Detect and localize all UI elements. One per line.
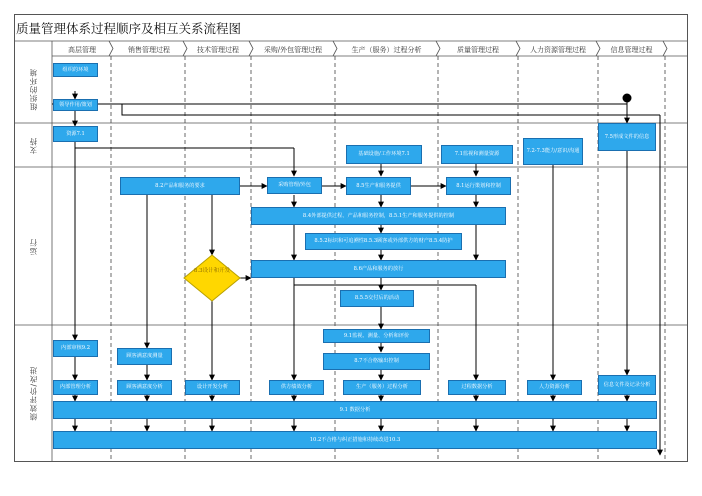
col-header-technical: 技术管理过程 xyxy=(197,46,239,54)
box-nonconforming-output: 8.7不合格输出控制 xyxy=(323,353,430,370)
box-resources: 资源7.1 xyxy=(53,126,98,142)
box-purchasing: 采购管理/外包 xyxy=(267,177,322,194)
row-header-operation xyxy=(16,167,50,325)
design-decision-diamond xyxy=(184,255,240,301)
box-improvement: 10.2不合格与纠正措施和持续改进10.3 xyxy=(53,431,657,449)
row-header-context xyxy=(16,56,50,123)
box-supplier-analysis: 供方绩效分析 xyxy=(269,380,324,395)
col-header-top-management: 高层管理 xyxy=(68,46,96,54)
row-header-support-label: 支持 xyxy=(28,136,38,154)
box-management-review: 内部管理分析 xyxy=(53,380,98,395)
box-hr-competence: 7.2-7.3能力/意识/沟通 xyxy=(523,138,583,165)
box-hr-analysis: 人力资源分析 xyxy=(527,380,582,395)
box-customer-satisfaction: 顾客满意度测量 xyxy=(117,348,172,365)
box-process-data-analysis: 过程数据分析 xyxy=(448,380,506,395)
box-documented-info: 7.5形成文件的信息 xyxy=(598,123,656,151)
row-header-operation-label: 运行 xyxy=(28,237,38,255)
box-requirements: 8.2产品和服务的要求 xyxy=(120,177,240,195)
box-internal-audit: 内部审核9.2 xyxy=(53,340,98,357)
box-leadership: 领导作用/策划 xyxy=(53,99,98,111)
row-header-support xyxy=(16,123,50,167)
col-header-sales: 销售管理过程 xyxy=(128,46,170,54)
chart-title: 质量管理体系过程顺序及相互关系流程图 xyxy=(16,21,242,36)
box-operation-planning: 8.1运行策划和控制 xyxy=(446,177,511,195)
row-header-context-label: 组织的环境 xyxy=(28,68,38,111)
box-monitoring-analysis: 9.1监视、测量、分析和评价 xyxy=(323,329,430,343)
box-design-analysis: 设计开发分析 xyxy=(185,380,240,395)
box-satisfaction-analysis: 顾客满意度分析 xyxy=(117,380,172,395)
box-production-analysis: 生产（服务）过程分析 xyxy=(343,380,421,395)
box-production-service: 8.5生产和服务提供 xyxy=(346,177,411,195)
col-header-purchasing: 采购/外包管理过程 xyxy=(263,46,323,54)
col-header-production: 生产（服务）过程分析 xyxy=(351,46,422,54)
box-monitoring-resources: 7.1监视和测量资源 xyxy=(441,145,513,164)
box-info-analysis: 信息文件及记录分析 xyxy=(598,375,656,395)
box-data-analysis: 9.1 数据分析 xyxy=(53,401,657,419)
box-org-environment: 组织的环境 xyxy=(53,63,98,77)
row-header-evaluation xyxy=(16,325,50,461)
box-external-control: 8.4外部提供过程、产品和服务控制，8.5.1生产和服务提供的控制 xyxy=(251,207,506,225)
box-infrastructure: 基础设施/工作环境7.1 xyxy=(346,145,422,164)
box-release: 8.6产品和服务的放行 xyxy=(251,260,506,278)
design-development-label: 8.3设计和开发 xyxy=(193,268,231,274)
box-post-delivery: 8.5.5交付后的活动 xyxy=(340,290,414,307)
col-header-hr: 人力资源管理过程 xyxy=(530,46,586,54)
box-identification: 8.5.2标识和可追溯性8.5.3顾客或外部供方的财产8.5.4防护 xyxy=(305,233,462,250)
row-header-evaluation-label: 绩效评价/改进 xyxy=(28,365,38,421)
start-node xyxy=(623,94,632,103)
col-header-quality: 质量管理过程 xyxy=(457,46,499,54)
col-header-info: 信息管理过程 xyxy=(610,46,653,54)
